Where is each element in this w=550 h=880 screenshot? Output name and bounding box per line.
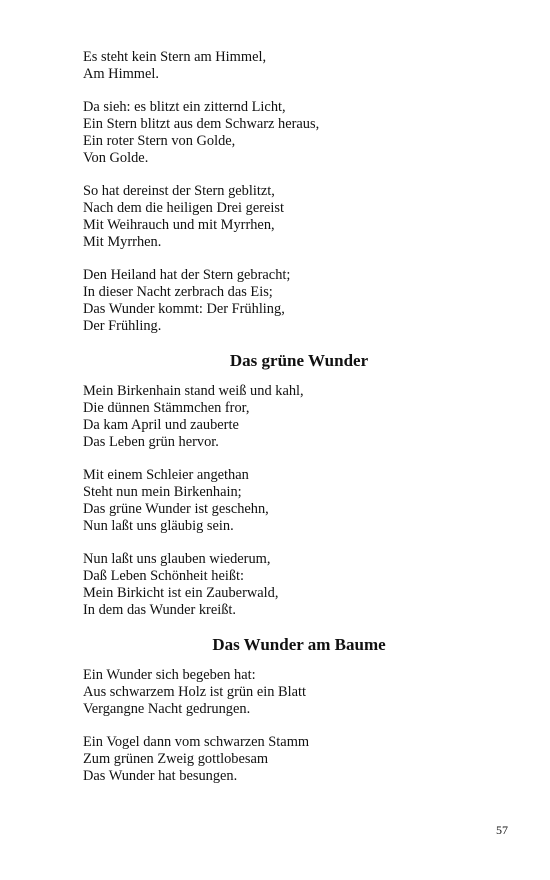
poem-das-gruene-wunder (83, 351, 503, 619)
stanza (83, 667, 503, 718)
verse-line: Daß Leben Schönheit heißt: (83, 568, 245, 584)
verse-line: Das Wunder kommt: Der Frühling, (83, 301, 285, 317)
verse-line: Es steht kein Stern am Himmel, (83, 49, 267, 65)
verse-line: In dem das Wunder kreißt. (83, 602, 237, 618)
verse-line: So hat dereinst der Stern geblitzt, (83, 183, 275, 199)
stanza (83, 183, 503, 251)
verse-line: Den Heiland hat der Stern gebracht; (83, 267, 291, 283)
stanza (83, 99, 503, 167)
stanza (83, 734, 503, 785)
stanza (83, 267, 503, 335)
verse-line: Der Frühling. (83, 318, 162, 334)
verse-line: Da kam April und zauberte (83, 417, 239, 433)
verse-line: Am Himmel. (83, 66, 159, 82)
verse-line: Das Leben grün hervor. (83, 434, 219, 450)
verse-line: Ein Stern blitzt aus dem Schwarz heraus, (83, 116, 320, 132)
verse-line: Nun laßt uns glauben wiederum, (83, 551, 271, 567)
verse-line: Mein Birkicht ist ein Zauberwald, (83, 585, 279, 601)
verse-line: Mit einem Schleier angethan (83, 467, 249, 483)
verse-line: Mit Weihrauch und mit Myrrhen, (83, 217, 275, 233)
verse-line: Ein Wunder sich begeben hat: (83, 667, 256, 683)
verse-line: Aus schwarzem Holz ist grün ein Blatt (83, 684, 307, 700)
page-number: 57 (496, 823, 508, 837)
poem-title: Das grüne Wunder (229, 351, 369, 370)
verse-line: Vergangne Nacht gedrungen. (83, 701, 251, 717)
verse-line: Die dünnen Stämmchen fror, (83, 400, 250, 416)
verse-line: Ein roter Stern von Golde, (83, 133, 236, 149)
verse-line: Mit Myrrhen. (83, 234, 162, 250)
poem-title: Das Wunder am Baume (212, 635, 386, 654)
verse-line: Steht nun mein Birkenhain; (83, 484, 242, 500)
verse-line: Nun laßt uns gläubig sein. (83, 518, 234, 534)
poem-continuation (83, 49, 503, 335)
stanza (83, 551, 503, 619)
verse-line: Zum grünen Zweig gottlobesam (83, 751, 269, 767)
stanza (83, 49, 503, 83)
stanza (83, 383, 503, 451)
verse-line: Da sieh: es blitzt ein zitternd Licht, (83, 99, 286, 115)
verse-line: Das grüne Wunder ist geschehn, (83, 501, 269, 517)
verse-line: Das Wunder hat besungen. (83, 768, 238, 784)
stanza (83, 467, 503, 535)
verse-line: Von Golde. (83, 150, 149, 166)
verse-line: In dieser Nacht zerbrach das Eis; (83, 284, 273, 300)
verse-line: Ein Vogel dann vom schwarzen Stamm (83, 734, 310, 750)
verse-line: Mein Birkenhain stand weiß und kahl, (83, 383, 304, 399)
page-content (83, 49, 503, 801)
poem-das-wunder-am-baume (83, 635, 503, 785)
verse-line: Nach dem die heiligen Drei gereist (83, 200, 284, 216)
